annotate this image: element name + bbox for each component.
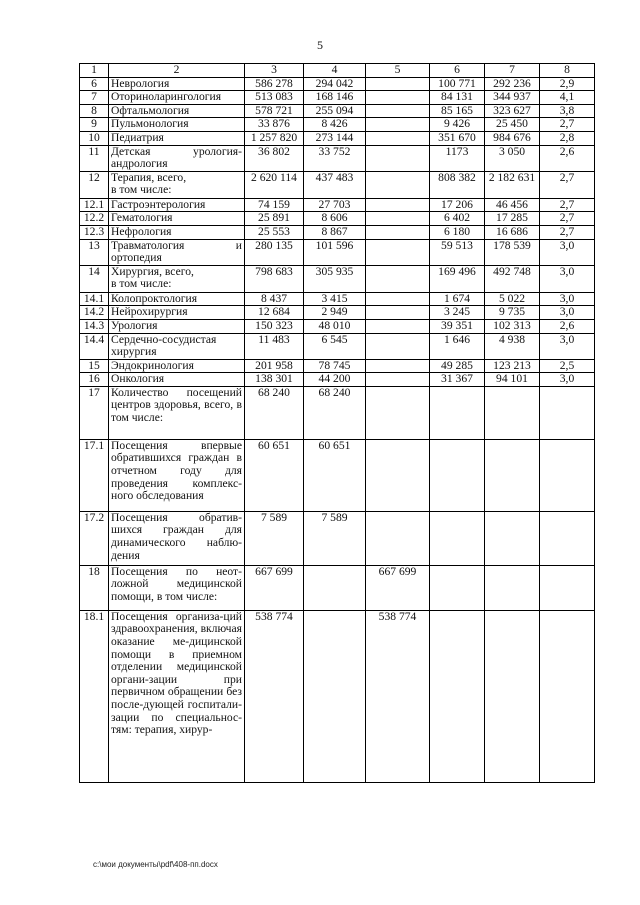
col4-cell: 101 596 — [304, 239, 366, 265]
table-row — [80, 333, 595, 359]
row-number-cell: 17 — [80, 386, 109, 439]
specialty-cell: Травматология и ортопедия — [109, 239, 245, 265]
column-header: 5 — [366, 64, 430, 78]
table-row — [80, 145, 595, 171]
col3-cell: 586 278 — [245, 77, 304, 91]
table-row — [80, 511, 595, 565]
col6-cell: 6 402 — [430, 212, 485, 226]
col7-cell: 178 539 — [485, 239, 540, 265]
row-number-cell: 18 — [80, 565, 109, 610]
col5-cell — [366, 511, 430, 565]
col7-cell — [485, 386, 540, 439]
column-header: 2 — [109, 64, 245, 78]
page-number: 5 — [317, 38, 323, 52]
specialty-cell: Посещения по неот-ложной медицинской помощи, в том числе: — [109, 565, 245, 610]
col6-cell — [430, 439, 485, 511]
table-row — [80, 171, 595, 198]
table-row — [80, 212, 595, 226]
specialty-cell: Гастроэнтерология — [109, 198, 245, 212]
row-number-cell: 11 — [80, 145, 109, 171]
col6-cell: 100 771 — [430, 77, 485, 91]
col6-cell: 169 496 — [430, 265, 485, 292]
col7-cell — [485, 565, 540, 610]
row-number-cell: 14.3 — [80, 319, 109, 333]
specialty-cell: Педиатрия — [109, 131, 245, 145]
col6-cell — [430, 565, 485, 610]
col8-cell: 3,0 — [540, 292, 595, 306]
row-number-cell: 9 — [80, 118, 109, 132]
col6-cell: 808 382 — [430, 171, 485, 198]
row-number-cell: 10 — [80, 131, 109, 145]
col7-cell: 323 627 — [485, 104, 540, 118]
row-number-cell: 13 — [80, 239, 109, 265]
specialty-cell: Посещения обратив-шихся граждан для динамического наблю-дения — [109, 511, 245, 565]
col6-cell — [430, 511, 485, 565]
col7-cell: 292 236 — [485, 77, 540, 91]
col3-cell: 36 802 — [245, 145, 304, 171]
col7-cell: 123 213 — [485, 359, 540, 373]
col5-cell: 538 774 — [366, 610, 430, 782]
table-row — [80, 265, 595, 292]
col7-cell: 344 937 — [485, 91, 540, 105]
col4-cell: 44 200 — [304, 373, 366, 387]
row-number-cell: 17.2 — [80, 511, 109, 565]
specialty-cell: Сердечно-сосудистая хирургия — [109, 333, 245, 359]
col8-cell — [540, 511, 595, 565]
col8-cell: 4,1 — [540, 91, 595, 105]
col8-cell — [540, 565, 595, 610]
col5-cell — [366, 104, 430, 118]
table-row — [80, 359, 595, 373]
col3-cell: 68 240 — [245, 386, 304, 439]
row-number-cell: 6 — [80, 77, 109, 91]
col4-cell: 27 703 — [304, 198, 366, 212]
col8-cell: 2,6 — [540, 145, 595, 171]
col4-cell: 33 752 — [304, 145, 366, 171]
col3-cell: 578 721 — [245, 104, 304, 118]
col7-cell: 46 456 — [485, 198, 540, 212]
specialty-cell: Терапия, всего, в том числе: — [109, 171, 245, 198]
table-row — [80, 386, 595, 439]
table-row — [80, 292, 595, 306]
row-number-cell: 14 — [80, 265, 109, 292]
row-number-cell: 15 — [80, 359, 109, 373]
col6-cell: 49 285 — [430, 359, 485, 373]
specialty-cell: Нефрология — [109, 225, 245, 239]
col5-cell — [366, 292, 430, 306]
col5-cell — [366, 91, 430, 105]
col4-cell: 168 146 — [304, 91, 366, 105]
col5-cell — [366, 77, 430, 91]
col8-cell: 2,5 — [540, 359, 595, 373]
col7-cell: 17 285 — [485, 212, 540, 226]
col8-cell: 2,9 — [540, 77, 595, 91]
col4-cell: 273 144 — [304, 131, 366, 145]
specialty-cell: Посещения организа-ций здравоохранения, включая оказание ме-дицинской помощи в приемном отделении медицинской органи-зации при первичном обращении без после-дующей госпитали-зации по специальнос-тям: терапия, хирур- — [109, 610, 245, 782]
col6-cell: 85 165 — [430, 104, 485, 118]
specialty-cell: Офтальмология — [109, 104, 245, 118]
col5-cell: 667 699 — [366, 565, 430, 610]
row-number-cell: 18.1 — [80, 610, 109, 782]
column-header: 8 — [540, 64, 595, 78]
column-header: 1 — [80, 64, 109, 78]
col4-cell: 8 606 — [304, 212, 366, 226]
col7-cell: 16 686 — [485, 225, 540, 239]
col4-cell: 255 094 — [304, 104, 366, 118]
col3-cell: 7 589 — [245, 511, 304, 565]
col6-cell: 59 513 — [430, 239, 485, 265]
col4-cell: 60 651 — [304, 439, 366, 511]
col4-cell: 8 426 — [304, 118, 366, 132]
col6-cell: 31 367 — [430, 373, 485, 387]
col3-cell: 25 553 — [245, 225, 304, 239]
col8-cell: 2,8 — [540, 131, 595, 145]
col8-cell: 3,0 — [540, 265, 595, 292]
specialty-cell: Колопроктология — [109, 292, 245, 306]
row-number-cell: 8 — [80, 104, 109, 118]
col5-cell — [366, 239, 430, 265]
col4-cell: 78 745 — [304, 359, 366, 373]
table-row — [80, 565, 595, 610]
col8-cell — [540, 610, 595, 782]
col3-cell: 2 620 114 — [245, 171, 304, 198]
col7-cell: 5 022 — [485, 292, 540, 306]
col4-cell — [304, 565, 366, 610]
statistics-table — [79, 63, 595, 783]
col7-cell: 9 735 — [485, 306, 540, 320]
table-row — [80, 198, 595, 212]
col5-cell — [366, 359, 430, 373]
col8-cell — [540, 439, 595, 511]
col6-cell: 351 670 — [430, 131, 485, 145]
col7-cell: 2 182 631 — [485, 171, 540, 198]
col7-cell — [485, 511, 540, 565]
specialty-cell: Пульмонология — [109, 118, 245, 132]
file-path-footer: c:\мои документы\pdf\408-пп.docx — [93, 860, 218, 869]
col6-cell — [430, 386, 485, 439]
table-row — [80, 91, 595, 105]
table-row — [80, 225, 595, 239]
col3-cell: 60 651 — [245, 439, 304, 511]
specialty-cell: Оториноларингология — [109, 91, 245, 105]
table-row — [80, 319, 595, 333]
specialty-cell: Хирургия, всего, в том числе: — [109, 265, 245, 292]
col4-cell: 294 042 — [304, 77, 366, 91]
col4-cell: 3 415 — [304, 292, 366, 306]
col5-cell — [366, 225, 430, 239]
col8-cell: 2,7 — [540, 212, 595, 226]
col8-cell: 2,6 — [540, 319, 595, 333]
specialty-cell: Урология — [109, 319, 245, 333]
col7-cell: 25 450 — [485, 118, 540, 132]
col6-cell — [430, 610, 485, 782]
row-number-cell: 17.1 — [80, 439, 109, 511]
specialty-cell: Количество посещений центров здоровья, всего, в том числе: — [109, 386, 245, 439]
row-number-cell: 14.2 — [80, 306, 109, 320]
col5-cell — [366, 319, 430, 333]
col5-cell — [366, 171, 430, 198]
col4-cell: 2 949 — [304, 306, 366, 320]
col7-cell: 3 050 — [485, 145, 540, 171]
col3-cell: 150 323 — [245, 319, 304, 333]
col6-cell: 6 180 — [430, 225, 485, 239]
table-row — [80, 131, 595, 145]
specialty-cell: Гематология — [109, 212, 245, 226]
col6-cell: 3 245 — [430, 306, 485, 320]
col8-cell: 3,0 — [540, 373, 595, 387]
col3-cell: 25 891 — [245, 212, 304, 226]
col4-cell: 305 935 — [304, 265, 366, 292]
table-row — [80, 439, 595, 511]
table-row — [80, 239, 595, 265]
row-number-cell: 16 — [80, 373, 109, 387]
col8-cell: 3,0 — [540, 239, 595, 265]
table-row — [80, 104, 595, 118]
col3-cell: 33 876 — [245, 118, 304, 132]
specialty-cell: Онкология — [109, 373, 245, 387]
specialty-cell: Детская урология-андрология — [109, 145, 245, 171]
col7-cell: 984 676 — [485, 131, 540, 145]
col8-cell: 2,7 — [540, 118, 595, 132]
column-header: 6 — [430, 64, 485, 78]
col6-cell: 39 351 — [430, 319, 485, 333]
col4-cell: 6 545 — [304, 333, 366, 359]
col7-cell — [485, 439, 540, 511]
col5-cell — [366, 265, 430, 292]
col8-cell: 2,7 — [540, 198, 595, 212]
col6-cell: 1173 — [430, 145, 485, 171]
col8-cell: 3,0 — [540, 306, 595, 320]
col5-cell — [366, 333, 430, 359]
col3-cell: 74 159 — [245, 198, 304, 212]
col5-cell — [366, 306, 430, 320]
col3-cell: 667 699 — [245, 565, 304, 610]
column-header: 7 — [485, 64, 540, 78]
col8-cell: 2,7 — [540, 171, 595, 198]
col4-cell: 48 010 — [304, 319, 366, 333]
table-row — [80, 77, 595, 91]
col7-cell: 492 748 — [485, 265, 540, 292]
specialty-cell: Посещения впервые обратившихся граждан в отчетном году для проведения комплекс-ного обследования — [109, 439, 245, 511]
col7-cell: 102 313 — [485, 319, 540, 333]
col5-cell — [366, 212, 430, 226]
col3-cell: 280 135 — [245, 239, 304, 265]
specialty-cell: Неврология — [109, 77, 245, 91]
col4-cell: 8 867 — [304, 225, 366, 239]
table-row — [80, 306, 595, 320]
table-row — [80, 118, 595, 132]
col6-cell: 1 646 — [430, 333, 485, 359]
col3-cell: 201 958 — [245, 359, 304, 373]
col3-cell: 538 774 — [245, 610, 304, 782]
row-number-cell: 7 — [80, 91, 109, 105]
col5-cell — [366, 373, 430, 387]
col7-cell: 94 101 — [485, 373, 540, 387]
col6-cell: 9 426 — [430, 118, 485, 132]
col3-cell: 798 683 — [245, 265, 304, 292]
col5-cell — [366, 145, 430, 171]
column-header: 3 — [245, 64, 304, 78]
row-number-cell: 12 — [80, 171, 109, 198]
row-number-cell: 12.1 — [80, 198, 109, 212]
table-row — [80, 373, 595, 387]
col3-cell: 138 301 — [245, 373, 304, 387]
col3-cell: 1 257 820 — [245, 131, 304, 145]
col5-cell — [366, 439, 430, 511]
col3-cell: 513 083 — [245, 91, 304, 105]
col4-cell: 68 240 — [304, 386, 366, 439]
col8-cell: 3,0 — [540, 333, 595, 359]
col5-cell — [366, 118, 430, 132]
header-row — [80, 64, 595, 78]
row-number-cell: 14.1 — [80, 292, 109, 306]
col4-cell: 7 589 — [304, 511, 366, 565]
col5-cell — [366, 198, 430, 212]
specialty-cell: Эндокринология — [109, 359, 245, 373]
col6-cell: 17 206 — [430, 198, 485, 212]
column-header: 4 — [304, 64, 366, 78]
col3-cell: 8 437 — [245, 292, 304, 306]
col7-cell: 4 938 — [485, 333, 540, 359]
col6-cell: 1 674 — [430, 292, 485, 306]
col7-cell — [485, 610, 540, 782]
col8-cell — [540, 386, 595, 439]
table-row — [80, 610, 595, 782]
row-number-cell: 12.2 — [80, 212, 109, 226]
col3-cell: 12 684 — [245, 306, 304, 320]
col3-cell: 11 483 — [245, 333, 304, 359]
col6-cell: 84 131 — [430, 91, 485, 105]
col8-cell: 2,7 — [540, 225, 595, 239]
col4-cell — [304, 610, 366, 782]
specialty-cell: Нейрохирургия — [109, 306, 245, 320]
row-number-cell: 14.4 — [80, 333, 109, 359]
table-body — [80, 64, 595, 783]
col5-cell — [366, 131, 430, 145]
col4-cell: 437 483 — [304, 171, 366, 198]
row-number-cell: 12.3 — [80, 225, 109, 239]
col5-cell — [366, 386, 430, 439]
col8-cell: 3,8 — [540, 104, 595, 118]
